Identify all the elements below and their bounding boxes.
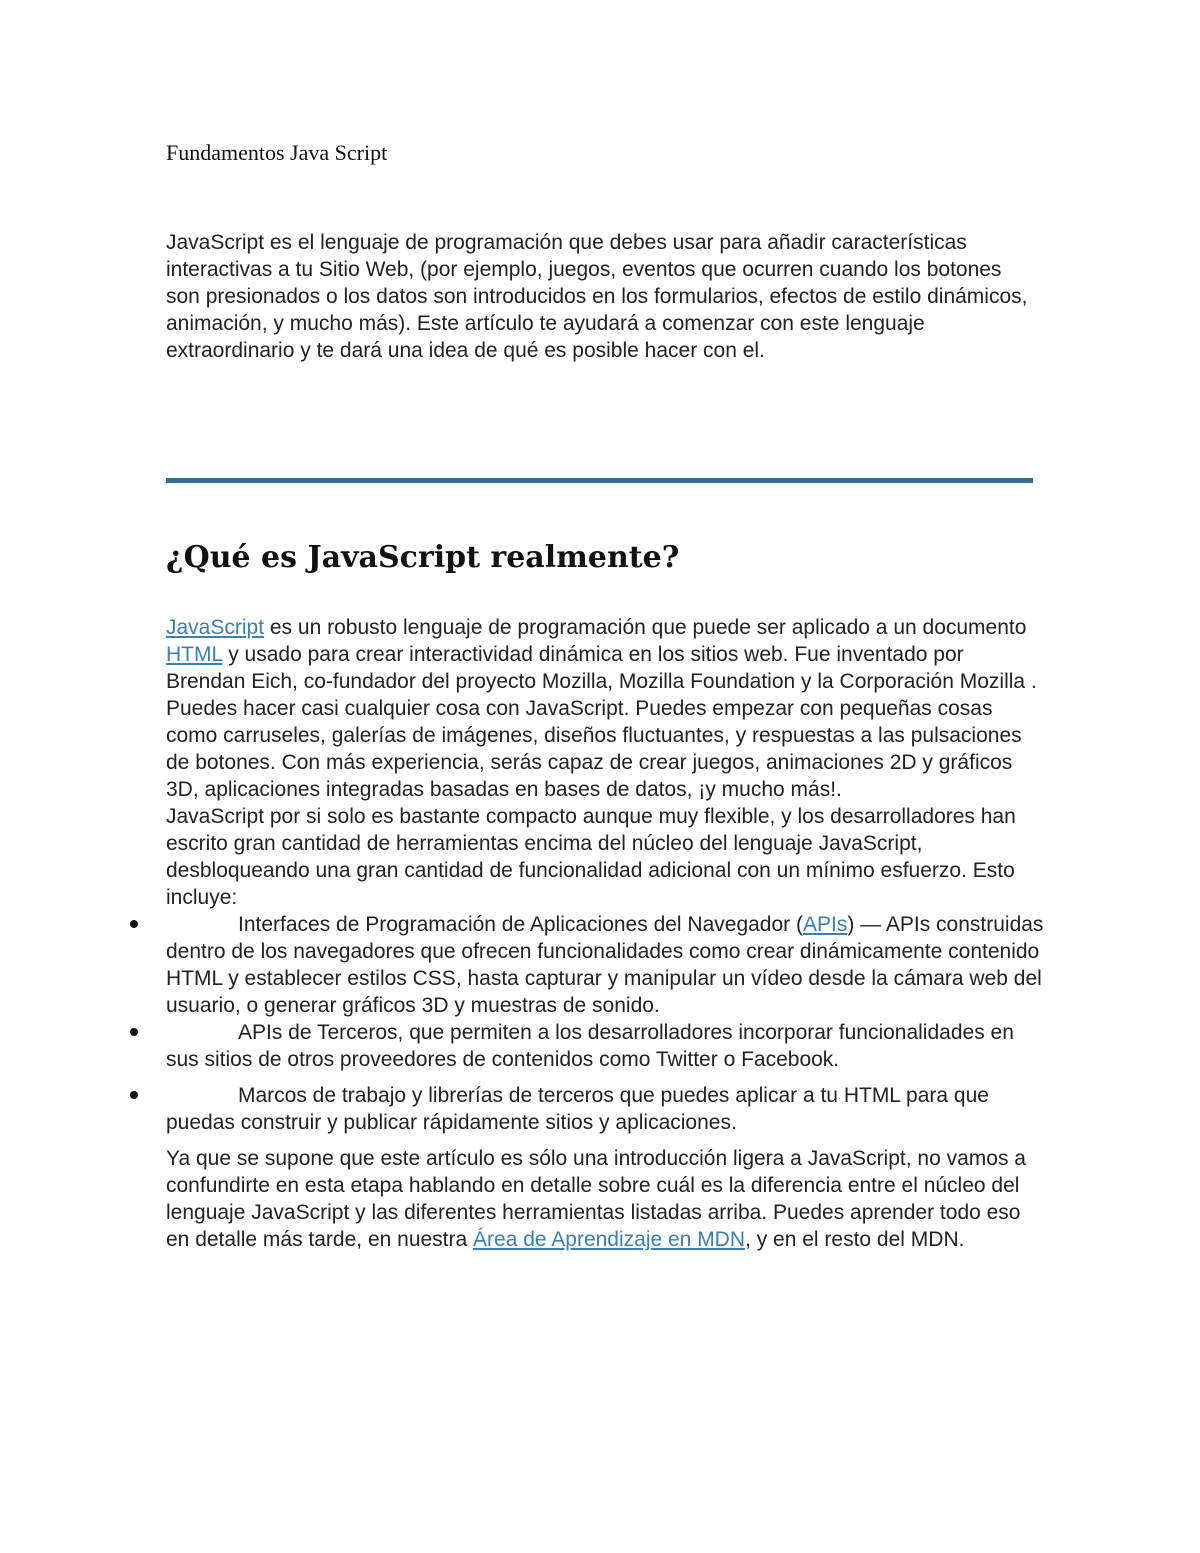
section-body: [166, 614, 1046, 1253]
intro-paragraph: JavaScript es el lenguaje de programación que debes usar para añadir características interactivas a tu Sitio Web, (por ejemplo, juegos, eventos que ocurren cuando los botones son presionados o los datos son introducidos en los formularios, efectos de estilo dinámicos, animación, y mucho más). Este artículo te ayudará a comenzar con este lenguaje extraordinario y te dará una idea de qué es posible hacer con el.: [166, 231, 1028, 362]
javascript-link[interactable]: JavaScript: [166, 616, 265, 639]
paragraph-closing: [166, 1145, 1046, 1253]
bullet-icon: [130, 920, 138, 928]
list-item-third-party-apis: [166, 1019, 1046, 1073]
mdn-learning-area-link[interactable]: Área de Aprendizaje en MDN: [473, 1228, 746, 1251]
list-item-text-b: ) — APIs construidas dentro de los navegadores que ofrecen funcionalidades como crear dinámicamente contenido HTML y establecer estilos CSS, hasta capturar y manipular un vídeo desde la cámara web del usuario, o generar gráficos 3D y muestras de sonido.: [166, 913, 1044, 1017]
paragraph-closing-text-a: Ya que se supone que este artículo es sólo una introducción ligera a JavaScript, no vamos a confundirte en esta etapa hablando en detalle sobre cuál es la diferencia entre el núcleo del lenguaje JavaScript y las diferentes herramientas listadas arriba. Puedes aprender todo eso en detalle más tarde, en nuestra: [166, 1147, 1026, 1251]
horizontal-divider: [166, 478, 1033, 483]
bullet-icon: [130, 1028, 138, 1036]
list-item-browser-apis: [166, 911, 1046, 1019]
paragraph-tools: JavaScript por si solo es bastante compacto aunque muy flexible, y los desarrolladores han escrito gran cantidad de herramientas encima del núcleo del lenguaje JavaScript, desbloqueando una gran cantidad de funcionalidad adicional con un mínimo esfuerzo. Esto incluye:: [166, 805, 1016, 909]
bullet-icon: [130, 1091, 138, 1099]
section-heading: ¿Qué es JavaScript realmente?: [166, 540, 680, 575]
paragraph-definition-text-b: y usado para crear interactividad dinámica en los sitios web. Fue inventado por Brendan Eich, co-fundador del proyecto Mozilla, Mozilla Foundation y la Corporación Mozilla .: [166, 643, 1037, 693]
html-link[interactable]: HTML: [166, 643, 223, 666]
paragraph-definition: [166, 614, 1046, 695]
paragraph-closing-text-b: , y en el resto del MDN.: [745, 1228, 965, 1251]
paragraph-capabilities: Puedes hacer casi cualquier cosa con JavaScript. Puedes empezar con pequeñas cosas como carruseles, galerías de imágenes, diseños fluctuantes, y respuestas a las pulsaciones de botones. Con más experiencia, serás capaz de crear juegos, animaciones 2D y gráficos 3D, aplicaciones integradas basadas en bases de datos, ¡y mucho más!.: [166, 697, 1022, 801]
list-item-text: APIs de Terceros, que permiten a los desarrolladores incorporar funcionalidades en sus sitios de otros proveedores de contenidos como Twitter o Facebook.: [166, 1021, 1014, 1071]
paragraph-definition-text-a: es un robusto lenguaje de programación que puede ser aplicado a un documento: [264, 616, 1027, 639]
list-item-frameworks: [166, 1082, 1046, 1136]
list-item-text: Marcos de trabajo y librerías de terceros que puedes aplicar a tu HTML para que puedas construir y publicar rápidamente sitios y aplicaciones.: [166, 1084, 989, 1134]
tools-list: [166, 911, 1046, 1136]
apis-link[interactable]: APIs: [803, 913, 848, 936]
document-title: Fundamentos Java Script: [166, 140, 388, 165]
list-item-text-a: Interfaces de Programación de Aplicaciones del Navegador (: [238, 913, 803, 936]
